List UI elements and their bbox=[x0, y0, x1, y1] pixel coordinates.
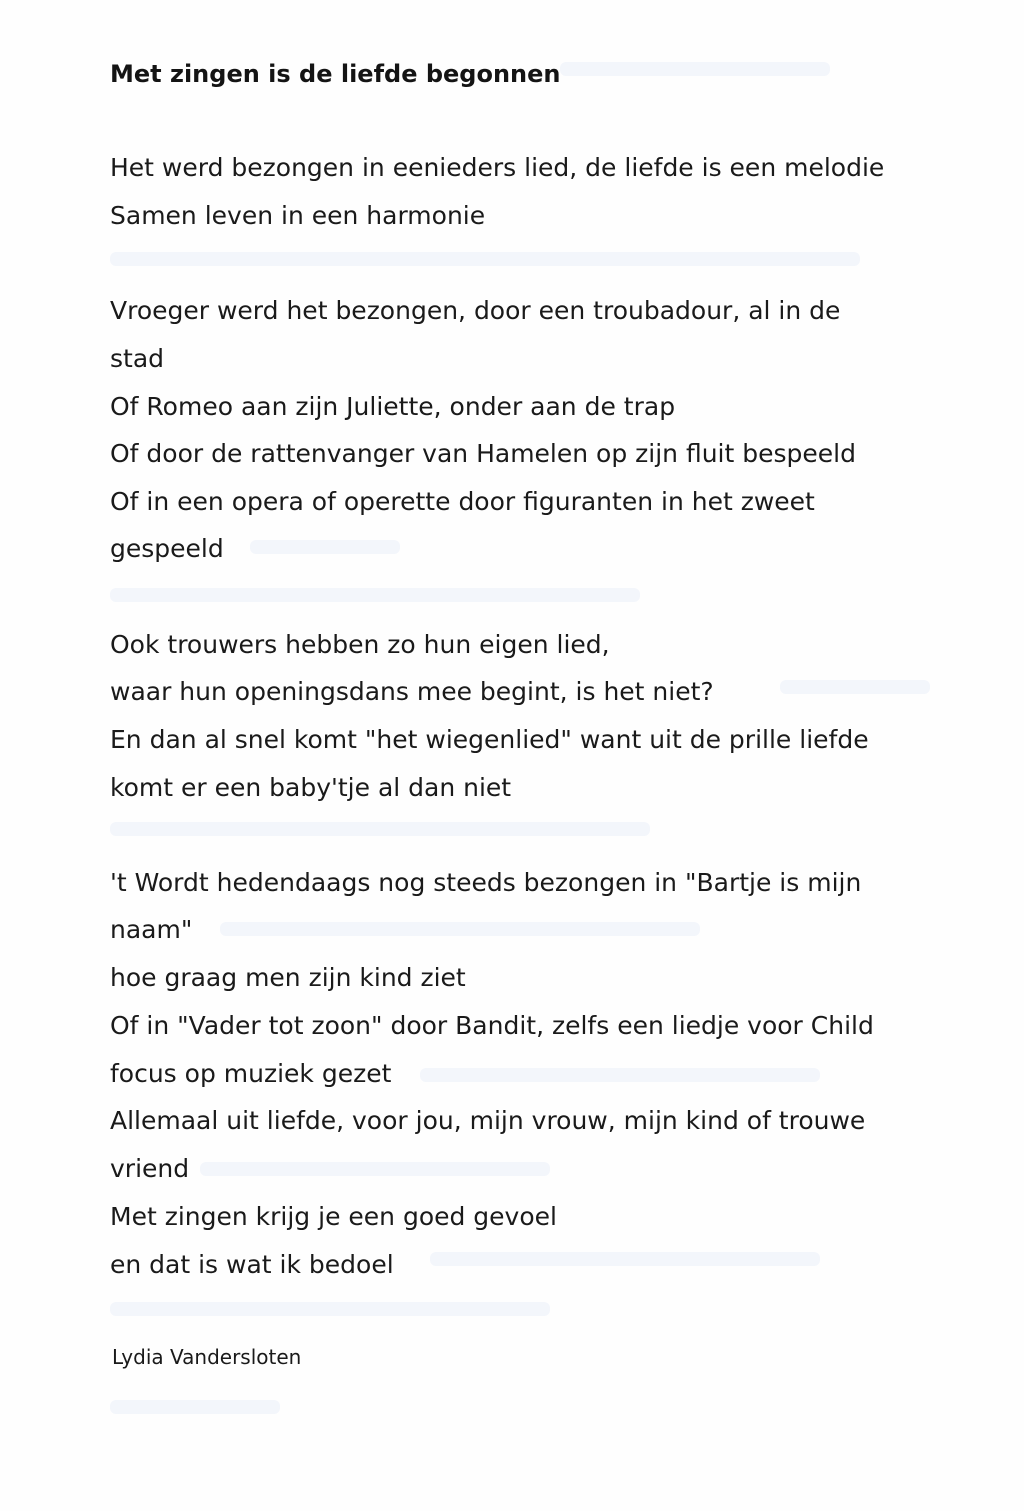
poem-line: en dat is wat ik bedoel bbox=[110, 1250, 394, 1279]
poem-line: focus op muziek gezet bbox=[110, 1059, 392, 1088]
poem-line: stad bbox=[110, 344, 165, 373]
poem-line: Of in "Vader tot zoon" door Bandit, zelfs een liedje voor Child bbox=[110, 1011, 874, 1040]
bleed-through-mark bbox=[200, 1162, 550, 1176]
poem-line: Of door de rattenvanger van Hamelen op zijn fluit bespeeld bbox=[110, 439, 856, 468]
bleed-through-mark bbox=[110, 1302, 550, 1316]
bleed-through-mark bbox=[110, 1400, 280, 1414]
poem-line: gespeeld bbox=[110, 534, 224, 563]
poem-line: Ook trouwers hebben zo hun eigen lied, bbox=[110, 630, 610, 659]
bleed-through-mark bbox=[430, 1252, 820, 1266]
bleed-through-mark bbox=[110, 822, 650, 836]
bleed-through-mark bbox=[220, 922, 700, 936]
author-name: Lydia Vandersloten bbox=[112, 1345, 302, 1369]
poem-line: vriend bbox=[110, 1154, 190, 1183]
poem-title: Met zingen is de liefde begonnen bbox=[110, 60, 561, 88]
poem-line: 't Wordt hedendaags nog steeds bezongen in "Bartje is mijn bbox=[110, 868, 862, 897]
poem-line: komt er een baby'tje al dan niet bbox=[110, 773, 512, 802]
bleed-through-mark bbox=[560, 62, 830, 76]
bleed-through-mark bbox=[250, 540, 400, 554]
poem-line: Of in een opera of operette door figuranten in het zweet bbox=[110, 487, 815, 516]
poem-line: Of Romeo aan zijn Juliette, onder aan de trap bbox=[110, 392, 676, 421]
bleed-through-mark bbox=[110, 588, 640, 602]
poem-line: Vroeger werd het bezongen, door een troubadour, al in de bbox=[110, 296, 841, 325]
poem-line: hoe graag men zijn kind ziet bbox=[110, 963, 466, 992]
poem-line: naam" bbox=[110, 915, 193, 944]
poem-line: waar hun openingsdans mee begint, is het niet? bbox=[110, 677, 714, 706]
poem-line: Het werd bezongen in eenieders lied, de liefde is een melodie bbox=[110, 153, 885, 182]
poem-line: En dan al snel komt "het wiegenlied" want uit de prille liefde bbox=[110, 725, 869, 754]
bleed-through-mark bbox=[110, 252, 860, 266]
bleed-through-mark bbox=[420, 1068, 820, 1082]
poem-line: Allemaal uit liefde, voor jou, mijn vrouw, mijn kind of trouwe bbox=[110, 1106, 866, 1135]
bleed-through-mark bbox=[780, 680, 930, 694]
poem-line: Samen leven in een harmonie bbox=[110, 201, 486, 230]
poem-line: Met zingen krijg je een goed gevoel bbox=[110, 1202, 557, 1231]
